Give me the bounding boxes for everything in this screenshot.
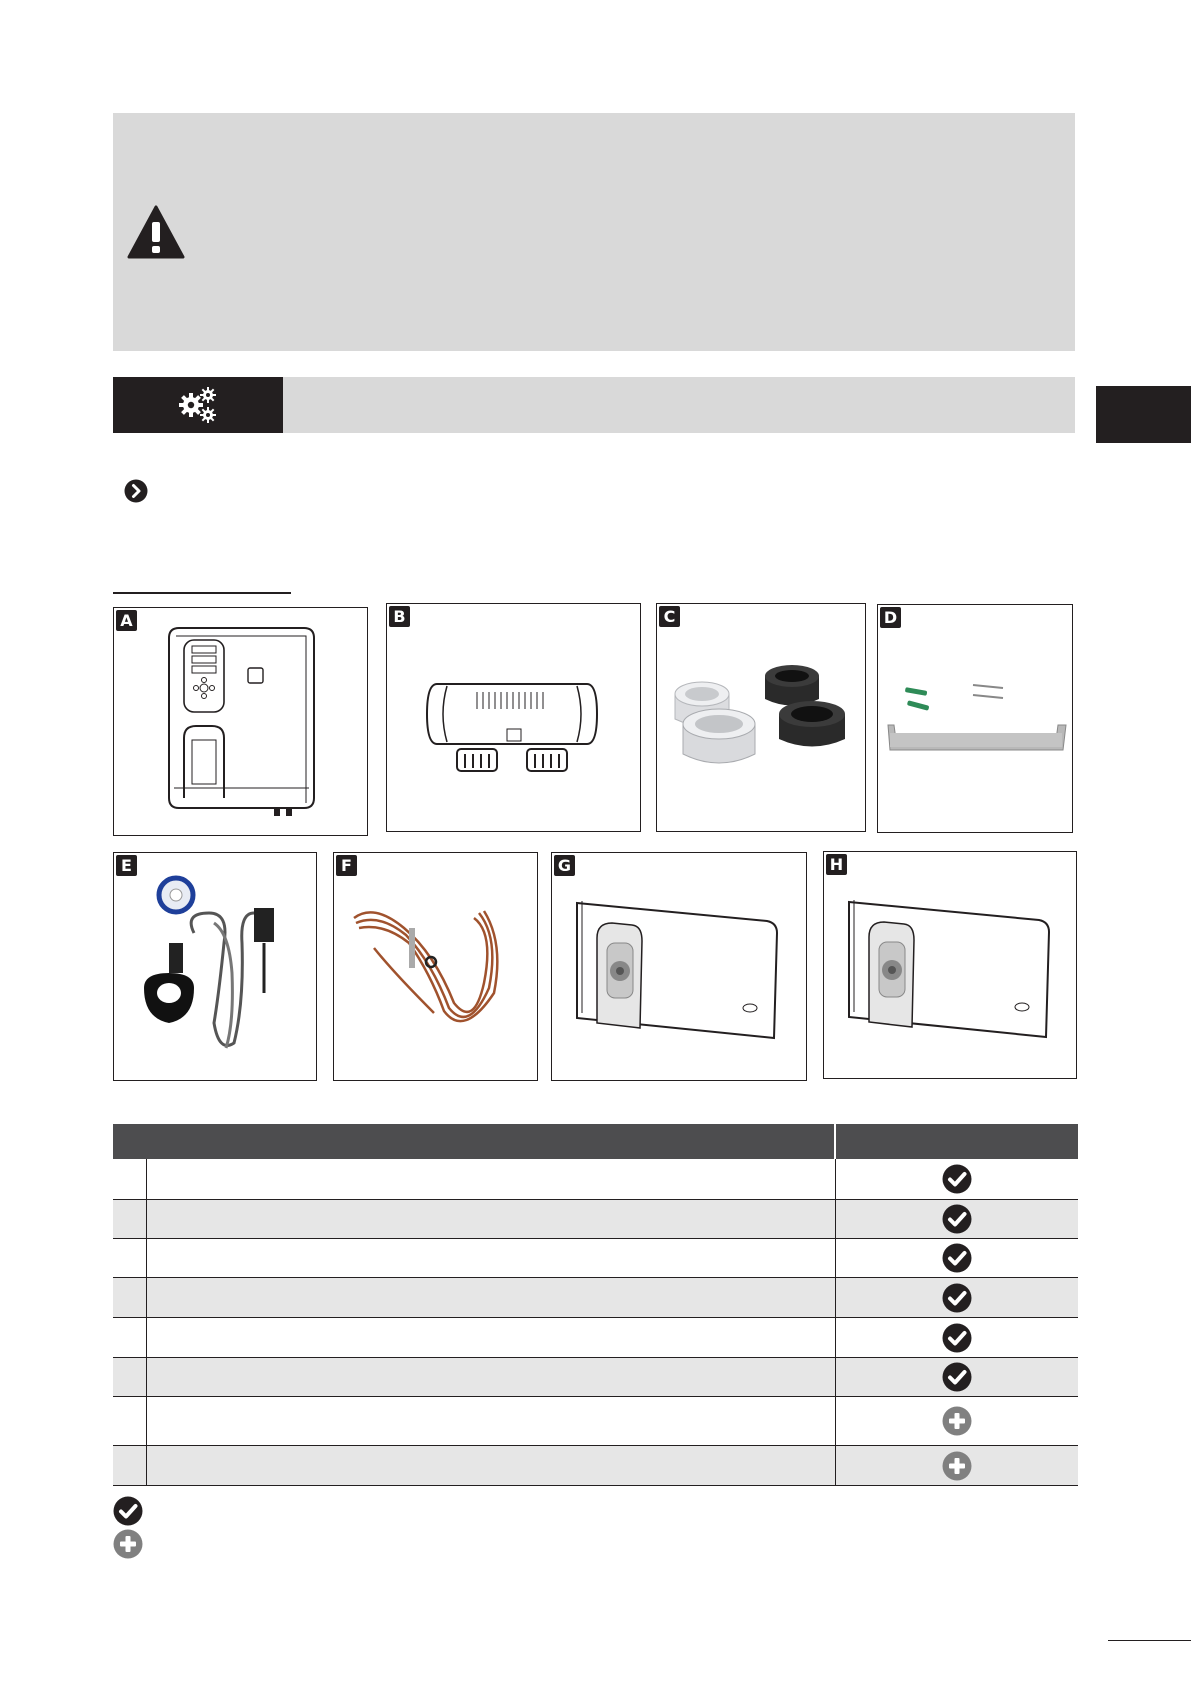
front-cover-illustration — [552, 853, 806, 1080]
row-id-cell — [113, 1318, 147, 1357]
row-symbol-cell — [836, 1318, 1078, 1357]
row-symbol-cell — [836, 1278, 1078, 1317]
check-circle-icon — [942, 1204, 972, 1234]
row-id-cell — [113, 1200, 147, 1238]
figure-e-flow-switch-kit — [113, 852, 317, 1081]
electrolysis-cell-illustration — [387, 604, 640, 831]
figure-letter: F — [336, 855, 357, 876]
earth-cable-illustration — [334, 853, 537, 1080]
figure-a-control-unit — [113, 607, 368, 836]
wall-bracket-kit-illustration — [878, 605, 1072, 832]
table-row — [113, 1159, 1078, 1200]
row-description-cell — [147, 1397, 836, 1445]
row-symbol-cell — [836, 1358, 1078, 1396]
figure-letter: D — [880, 607, 901, 628]
figure-h-front-cover-alt — [823, 851, 1077, 1079]
row-description-cell — [147, 1358, 836, 1396]
figure-letter: A — [116, 610, 137, 631]
table-row — [113, 1200, 1078, 1239]
check-circle-icon — [942, 1283, 972, 1313]
contents-table — [113, 1124, 1078, 1486]
figure-d-bracket-kit — [877, 604, 1073, 833]
row-description-cell — [147, 1159, 836, 1199]
plus-circle-icon — [113, 1529, 143, 1559]
header-description-cell — [113, 1124, 836, 1159]
chapter-tab — [1096, 386, 1191, 443]
check-circle-icon — [942, 1164, 972, 1194]
figure-c-sleeves — [656, 603, 866, 832]
row-symbol-cell — [836, 1239, 1078, 1277]
legend-optional — [113, 1529, 143, 1559]
legend-included — [113, 1496, 143, 1526]
row-symbol-cell — [836, 1159, 1078, 1199]
row-id-cell — [113, 1159, 147, 1199]
table-row — [113, 1318, 1078, 1358]
warning-triangle-icon — [127, 205, 185, 259]
row-symbol-cell — [836, 1200, 1078, 1238]
warning-panel — [113, 113, 1075, 351]
table-body — [113, 1159, 1078, 1486]
row-description-cell — [147, 1278, 836, 1317]
row-id-cell — [113, 1239, 147, 1277]
check-circle-icon — [942, 1362, 972, 1392]
plus-circle-icon — [942, 1406, 972, 1436]
figure-letter: H — [826, 854, 847, 875]
row-description-cell — [147, 1318, 836, 1357]
header-supplied-cell — [836, 1124, 1078, 1159]
check-circle-icon — [942, 1243, 972, 1273]
figure-letter: G — [554, 855, 575, 876]
figure-letter: E — [116, 855, 137, 876]
table-header — [113, 1124, 1078, 1159]
check-circle-icon — [113, 1496, 143, 1526]
subheading-underline — [113, 592, 291, 594]
row-description-cell — [147, 1200, 836, 1238]
row-symbol-cell — [836, 1446, 1078, 1485]
figure-b-cell — [386, 603, 641, 832]
row-description-cell — [147, 1446, 836, 1485]
row-description-cell — [147, 1239, 836, 1277]
front-cover-alt-illustration — [824, 852, 1076, 1078]
table-row — [113, 1397, 1078, 1446]
chevron-right-circle-icon — [124, 479, 148, 503]
check-circle-icon — [942, 1323, 972, 1353]
footer-rule — [1108, 1640, 1191, 1641]
plus-circle-icon — [942, 1451, 972, 1481]
figure-f-earth-cable — [333, 852, 538, 1081]
table-row — [113, 1446, 1078, 1486]
gears-icon — [178, 386, 218, 424]
row-id-cell — [113, 1278, 147, 1317]
table-row — [113, 1278, 1078, 1318]
reducer-sleeves-illustration — [657, 604, 865, 831]
control-unit-illustration — [114, 608, 367, 835]
row-symbol-cell — [836, 1397, 1078, 1445]
section-header-bar — [113, 377, 1075, 433]
figure-letter: C — [659, 606, 680, 627]
figure-g-front-cover — [551, 852, 807, 1081]
row-id-cell — [113, 1397, 147, 1445]
table-row — [113, 1358, 1078, 1397]
row-id-cell — [113, 1446, 147, 1485]
flow-switch-kit-illustration — [114, 853, 316, 1080]
row-id-cell — [113, 1358, 147, 1396]
figure-letter: B — [389, 606, 410, 627]
table-row — [113, 1239, 1078, 1278]
section-icon-block — [113, 377, 283, 433]
